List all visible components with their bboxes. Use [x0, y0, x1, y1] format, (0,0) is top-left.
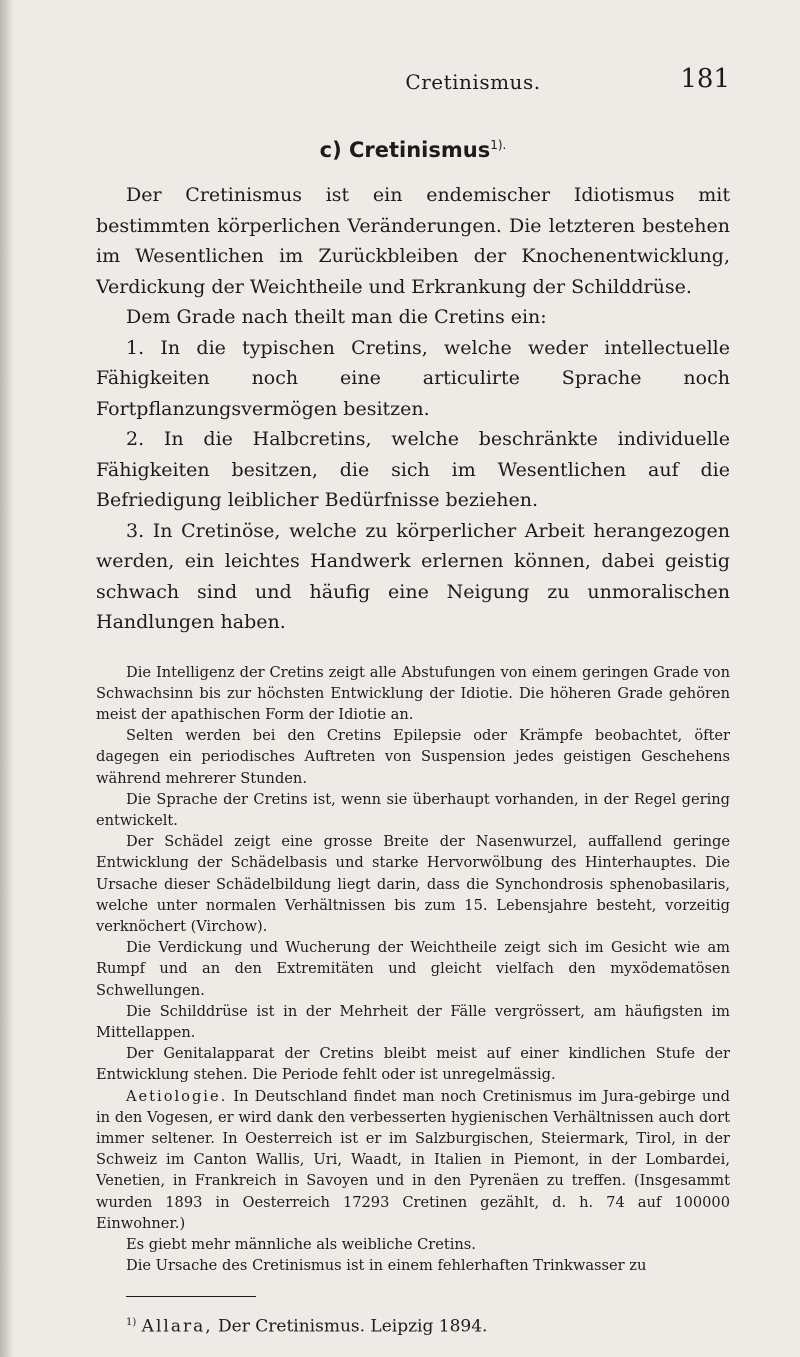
footnote-author: Allara, — [141, 1317, 213, 1338]
section-heading — [96, 138, 730, 162]
footnote-reference: 1). — [490, 138, 507, 152]
small-paragraph-sex-ratio: Es giebt mehr männliche als weibliche Cretins. — [126, 1235, 476, 1253]
running-title: Cretinismus. — [405, 70, 541, 94]
list-item-typical-cretins: 1. In die typischen Cretins, welche weder intellectuelle Fähigkeiten noch eine articulirte Sprache noch Fortpflanzungsvermögen besitzen. — [96, 336, 730, 420]
small-paragraph-epilepsy: Selten werden bei den Cretins Epilepsie oder Krämpfe beobachtet, öfter dagegen ein periodisches Auftreten von Suspension jedes geistigen Geschehens während mehrerer Stunden. — [96, 727, 730, 787]
small-paragraph-skull: Der Schädel zeigt eine grosse Breite der Nasenwurzel, auffallend geringe Entwicklung der Schädelbasis und starke Hervorwölbung des Hinterhauptes. Die Ursache dieser Schädelbildung liegt darin, dass die Synchondrosis sphenobasilaris, welche unter normalen Verhältnissen bis zum 15. Lebensjahre besteht, vorzeitig verknöchert (Virchow). — [96, 833, 730, 935]
paragraph-classification-intro: Dem Grade nach theilt man die Cretins ein: — [126, 306, 547, 328]
footnote-text: Der Cretinismus. Leipzig 1894. — [212, 1317, 488, 1338]
aetiology-term: Aetiologie. — [126, 1087, 228, 1105]
page-number: 181 — [680, 64, 730, 94]
aetiology-text: In Deutschland findet man noch Cretinismus im Jura-gebirge und in den Vogesen, er wird dank den verbesserten hygienischen Verhältnissen auch dort immer seltener. In Oesterreich ist er im Salzburgischen, Steiermark, Tirol, in der Schweiz im Canton Wallis, Uri, Waadt, in Italien in Piemont, in der Lombardei, Venetien, in Frankreich in Savoyen und in den Pyrenäen zu treffen. (Insgesammt wurden 1893 in Oesterreich 17293 Cretinen gezählt, d. h. 74 auf 100000 Einwohner.) — [96, 1087, 730, 1232]
small-paragraph-soft-tissue: Die Verdickung und Wucherung der Weichtheile zeigt sich im Gesicht wie am Rumpf und an den Extremitäten und gleicht vielfach den myxödematösen Schwellungen. — [96, 939, 730, 999]
list-item-cretinoid: 3. In Cretinöse, welche zu körperlicher Arbeit herangezogen werden, ein leichtes Handwerk erlernen können, dabei geistig schwach sind und häufig eine Neigung zu unmoralischen Handlungen haben. — [96, 519, 730, 633]
small-paragraph-speech: Die Sprache der Cretins ist, wenn sie überhaupt vorhanden, in der Regel gering entwickelt. — [96, 790, 730, 829]
paragraph-definition: Der Cretinismus ist ein endemischer Idiotismus mit bestimmten körperlichen Veränderungen. Die letzteren bestehen im Wesentlichen im Zurückbleiben der Knochenentwicklung, Verdickung der Weichtheile und Erkrankung der Schilddrüse. — [96, 184, 730, 298]
small-paragraph-genitals: Der Genitalapparat der Cretins bleibt meist auf einer kindlichen Stufe der Entwicklung stehen. Die Periode fehlt oder ist unregelmässig. — [96, 1045, 730, 1084]
small-paragraph-aetiology — [96, 1086, 730, 1234]
small-paragraph-intelligence: Die Intelligenz der Cretins zeigt alle Abstufungen von einem geringen Grade von Schwachsinn bis zur höchsten Entwicklung der Idiotie. Die höheren Grade gehören meist der apathischen Form der Idiotie an. — [96, 663, 730, 723]
main-text — [96, 180, 730, 638]
running-head — [96, 64, 730, 110]
small-paragraph-cause: Die Ursache des Cretinismus ist in einem fehlerhaften Trinkwasser zu — [126, 1257, 647, 1275]
small-paragraph-thyroid: Die Schilddrüse ist in der Mehrheit der Fälle vergrössert, am häufigsten im Mittellappen. — [96, 1002, 730, 1041]
footnote-mark: 1) — [126, 1317, 137, 1329]
section-heading-text: c) Cretinismus — [319, 138, 491, 162]
list-item-half-cretins: 2. In die Halbcretins, welche beschränkte individuelle Fähigkeiten besitzen, die sich im Wesentlichen auf die Befriedigung leiblicher Bedürfnisse beziehen. — [96, 428, 730, 511]
footnote — [96, 1311, 730, 1339]
footnote-divider — [126, 1296, 256, 1297]
small-print-text — [96, 662, 730, 1277]
